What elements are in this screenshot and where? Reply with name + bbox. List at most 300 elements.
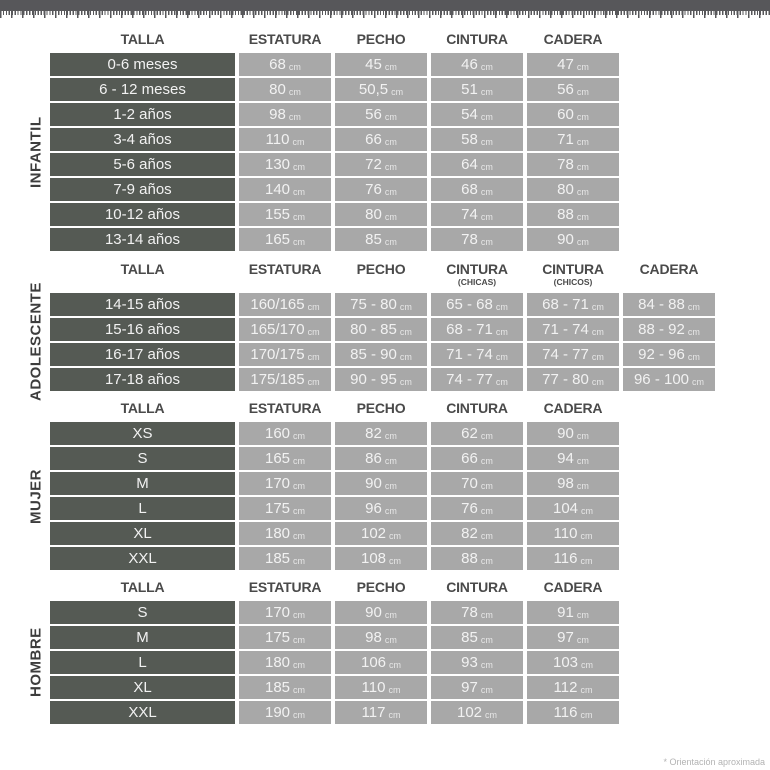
size-cell: [50, 293, 235, 316]
cell-value: 45: [365, 56, 382, 73]
measure-cell: [239, 178, 331, 201]
cell-value: 74 - 77: [542, 346, 589, 363]
column-header: [335, 31, 427, 47]
measure-cell: [527, 178, 619, 201]
cell-unit: cm: [576, 86, 589, 97]
cell-value: 190: [264, 704, 291, 721]
measure-cell: [335, 651, 427, 674]
measure-cell: [527, 472, 619, 495]
measure-cell: [527, 343, 619, 366]
measure-cell: [431, 128, 523, 151]
cell-unit: cm: [293, 211, 306, 222]
measure-cell: [239, 676, 331, 699]
cell-value: 104: [552, 500, 579, 517]
measure-cell: [527, 447, 619, 470]
cell-unit: cm: [687, 301, 700, 312]
cell-value: 165: [264, 231, 291, 248]
column-header: [527, 579, 619, 595]
cell-value: 160: [264, 425, 291, 442]
cell-unit: cm: [580, 684, 593, 695]
cell-value: 62: [461, 425, 478, 442]
cell-unit: cm: [480, 61, 493, 72]
cell-unit: cm: [581, 505, 594, 516]
section-hombre: [0, 579, 770, 724]
cell-unit: cm: [576, 609, 589, 620]
cell-value: 92 - 96: [638, 346, 685, 363]
cell-unit: cm: [480, 136, 493, 147]
cell-value: 78: [557, 156, 574, 173]
cell-unit: cm: [576, 430, 589, 441]
cell-value: 60: [557, 106, 574, 123]
cell-unit: cm: [388, 709, 401, 720]
cell-value: 160/165: [250, 296, 305, 313]
measure-cell: [431, 53, 523, 76]
cell-unit: cm: [384, 505, 397, 516]
cell-value: 76: [461, 500, 478, 517]
cell-value: 5-6 años: [113, 156, 172, 173]
measure-cell: [239, 318, 331, 341]
size-cell: [50, 53, 235, 76]
size-cell: [50, 78, 235, 101]
cell-value: 71 - 74: [446, 346, 493, 363]
cell-value: 106: [360, 654, 387, 671]
cell-value: 65 - 68: [446, 296, 493, 313]
cell-unit: cm: [293, 684, 306, 695]
measure-cell: [239, 701, 331, 724]
cell-value: 116: [553, 550, 578, 567]
cell-value: 68: [269, 56, 286, 73]
column-header-label: PECHO: [356, 261, 406, 277]
measure-cell: [431, 651, 523, 674]
cell-value: 96 - 100: [633, 371, 690, 388]
cell-value: 68 - 71: [542, 296, 589, 313]
size-cell: [50, 626, 235, 649]
cell-unit: cm: [480, 86, 493, 97]
size-cell: [50, 601, 235, 624]
cell-value: 185: [264, 679, 291, 696]
section-body: [27, 53, 770, 251]
cell-value: 170: [264, 604, 291, 621]
cell-unit: cm: [591, 301, 604, 312]
measure-cell: [527, 651, 619, 674]
size-cell: [50, 547, 235, 570]
cell-value: 97: [557, 629, 574, 646]
column-header-label: TALLA: [120, 31, 165, 47]
cell-value: 1-2 años: [113, 106, 172, 123]
measure-cell: [239, 153, 331, 176]
cell-value: 74 - 77: [446, 371, 493, 388]
cell-value: 88: [461, 550, 478, 567]
cell-value: 185: [264, 550, 291, 567]
cell-unit: cm: [581, 659, 594, 670]
cell-value: 71: [557, 131, 574, 148]
cell-value: 7-9 años: [113, 181, 172, 198]
column-header-label: CINTURA: [446, 261, 508, 277]
cell-unit: cm: [576, 211, 589, 222]
cell-value: 56: [557, 81, 574, 98]
cell-unit: cm: [687, 351, 700, 362]
measure-cell: [335, 78, 427, 101]
size-cell: [50, 522, 235, 545]
measure-cell: [431, 676, 523, 699]
cell-unit: cm: [288, 61, 301, 72]
column-header: [527, 261, 619, 287]
cell-value: 91: [557, 604, 574, 621]
table-row: [50, 522, 770, 545]
cell-value: 90: [557, 231, 574, 248]
column-header-label: CINTURA: [446, 400, 508, 416]
measure-cell: [431, 472, 523, 495]
column-header: [335, 579, 427, 595]
cell-unit: cm: [480, 634, 493, 645]
cell-unit: cm: [388, 684, 401, 695]
measure-cell: [335, 701, 427, 724]
column-header: [431, 261, 523, 287]
cell-value: 47: [557, 56, 574, 73]
cell-value: 58: [461, 131, 478, 148]
cell-value: 78: [461, 231, 478, 248]
section-body: [27, 601, 770, 724]
measure-cell: [431, 178, 523, 201]
cell-unit: cm: [576, 186, 589, 197]
measure-cell: [431, 701, 523, 724]
measure-cell: [431, 203, 523, 226]
cell-value: 15-16 años: [104, 321, 181, 338]
cell-value: 74: [461, 206, 478, 223]
cell-value: 84 - 88: [638, 296, 685, 313]
size-cell: [50, 343, 235, 366]
cell-unit: cm: [384, 111, 397, 122]
cell-value: 165/170: [250, 321, 305, 338]
cell-value: XL: [133, 525, 152, 542]
cell-value: 170: [264, 475, 291, 492]
size-cell: [50, 228, 235, 251]
cell-value: 102: [456, 704, 483, 721]
column-header: [431, 400, 523, 416]
cell-unit: cm: [293, 505, 306, 516]
measure-cell: [527, 318, 619, 341]
cell-unit: cm: [293, 709, 306, 720]
cell-value: 102: [360, 525, 387, 542]
cell-unit: cm: [384, 136, 397, 147]
measure-cell: [431, 228, 523, 251]
measure-cell: [431, 547, 523, 570]
column-header-label: CINTURA: [446, 579, 508, 595]
table-row: [50, 128, 770, 151]
cell-unit: cm: [495, 376, 508, 387]
cell-unit: cm: [292, 136, 305, 147]
measure-cell: [239, 203, 331, 226]
column-header: [50, 579, 235, 595]
measure-cell: [527, 676, 619, 699]
measure-cell: [431, 78, 523, 101]
cell-unit: cm: [480, 659, 493, 670]
cell-unit: cm: [485, 709, 498, 720]
cell-unit: cm: [399, 376, 412, 387]
cell-unit: cm: [389, 530, 402, 541]
cell-value: 88: [557, 206, 574, 223]
cell-value: 66: [365, 131, 382, 148]
cell-value: 80 - 85: [350, 321, 397, 338]
cell-value: 14-15 años: [104, 296, 181, 313]
measure-cell: [239, 547, 331, 570]
cell-value: 82: [365, 425, 382, 442]
measure-cell: [335, 447, 427, 470]
cell-unit: cm: [576, 634, 589, 645]
measure-cell: [431, 103, 523, 126]
cell-value: 82: [461, 525, 478, 542]
cell-unit: cm: [480, 609, 493, 620]
measure-cell: [239, 497, 331, 520]
cell-value: 85 - 90: [350, 346, 397, 363]
measure-cell: [431, 626, 523, 649]
column-header-label: CADERA: [543, 400, 603, 416]
cell-unit: cm: [293, 555, 306, 566]
table-row: [50, 422, 770, 445]
table-row: [50, 626, 770, 649]
table-row: [50, 368, 770, 391]
cell-unit: cm: [591, 376, 604, 387]
measure-cell: [527, 547, 619, 570]
cell-value: 110: [361, 679, 386, 696]
cell-value: XXL: [128, 704, 157, 721]
measuring-tape-ruler: [0, 0, 770, 18]
table-row: [50, 103, 770, 126]
column-header: [527, 31, 619, 47]
cell-unit: cm: [480, 505, 493, 516]
cell-value: 50,5: [358, 81, 389, 98]
size-cell: [50, 422, 235, 445]
measure-cell: [623, 318, 715, 341]
cell-value: S: [137, 450, 148, 467]
table-row: [50, 447, 770, 470]
measure-cell: [239, 228, 331, 251]
cell-unit: cm: [293, 430, 306, 441]
cell-unit: cm: [293, 634, 306, 645]
measure-cell: [335, 522, 427, 545]
measure-cell: [239, 53, 331, 76]
cell-value: 108: [360, 550, 387, 567]
measure-cell: [335, 472, 427, 495]
table-row: [50, 497, 770, 520]
cell-value: 77 - 80: [542, 371, 589, 388]
section-adolescente: [0, 261, 770, 402]
cell-unit: cm: [307, 301, 320, 312]
cell-unit: cm: [384, 236, 397, 247]
measure-cell: [239, 293, 331, 316]
size-cell: [50, 368, 235, 391]
cell-unit: cm: [307, 326, 320, 337]
measure-cell: [527, 368, 619, 391]
cell-unit: cm: [495, 301, 508, 312]
cell-value: 94: [557, 450, 574, 467]
measure-cell: [431, 368, 523, 391]
cell-value: 71 - 74: [542, 321, 589, 338]
cell-value: 51: [461, 81, 478, 98]
measure-cell: [527, 497, 619, 520]
cell-value: 85: [365, 231, 382, 248]
measure-cell: [335, 103, 427, 126]
cell-value: 80: [365, 206, 382, 223]
measure-cell: [335, 547, 427, 570]
cell-unit: cm: [480, 684, 493, 695]
cell-value: 98: [557, 475, 574, 492]
column-header: [50, 261, 235, 277]
cell-unit: cm: [576, 480, 589, 491]
cell-value: 56: [365, 106, 382, 123]
cell-value: 17-18 años: [104, 371, 181, 388]
measure-cell: [431, 318, 523, 341]
measure-cell: [239, 651, 331, 674]
cell-unit: cm: [576, 136, 589, 147]
measure-cell: [239, 78, 331, 101]
cell-value: 155: [264, 206, 291, 223]
measure-cell: [335, 422, 427, 445]
size-chart: [0, 18, 770, 726]
table-row: [50, 601, 770, 624]
cell-unit: cm: [576, 61, 589, 72]
column-headers: [50, 400, 770, 416]
cell-unit: cm: [384, 61, 397, 72]
cell-value: 13-14 años: [104, 231, 181, 248]
measure-cell: [527, 203, 619, 226]
cell-unit: cm: [307, 376, 320, 387]
cell-value: 80: [557, 181, 574, 198]
table-row: [50, 318, 770, 341]
measure-cell: [335, 128, 427, 151]
cell-value: XXL: [128, 550, 157, 567]
column-header: [335, 400, 427, 416]
measure-cell: [335, 318, 427, 341]
cell-value: 54: [461, 106, 478, 123]
cell-unit: cm: [480, 211, 493, 222]
measure-cell: [527, 128, 619, 151]
cell-unit: cm: [495, 326, 508, 337]
cell-unit: cm: [384, 609, 397, 620]
cell-unit: cm: [480, 480, 493, 491]
measure-cell: [527, 701, 619, 724]
cell-value: 112: [553, 679, 578, 696]
table-row: [50, 651, 770, 674]
cell-unit: cm: [288, 111, 301, 122]
column-header: [239, 31, 331, 47]
cell-unit: cm: [389, 555, 402, 566]
ruler-bar: [0, 0, 770, 11]
column-header-label: ESTATURA: [248, 400, 322, 416]
measure-cell: [527, 293, 619, 316]
column-header-sublabel: (CHICOS): [553, 277, 593, 287]
cell-value: 3-4 años: [113, 131, 172, 148]
cell-unit: cm: [480, 186, 493, 197]
cell-value: 10-12 años: [104, 206, 181, 223]
measure-cell: [239, 472, 331, 495]
column-header: [239, 400, 331, 416]
column-header: [239, 261, 331, 277]
table-row: [50, 178, 770, 201]
measure-cell: [335, 676, 427, 699]
measure-cell: [623, 293, 715, 316]
cell-value: 90 - 95: [350, 371, 397, 388]
column-header-label: CADERA: [639, 261, 699, 277]
column-header: [527, 400, 619, 416]
cell-unit: cm: [293, 480, 306, 491]
ruler-tick-marks: [0, 11, 770, 18]
cell-unit: cm: [384, 480, 397, 491]
section-mujer: [0, 400, 770, 570]
column-headers: [50, 261, 770, 287]
cell-unit: cm: [576, 236, 589, 247]
table-row: [50, 701, 770, 724]
cell-value: 140: [264, 181, 291, 198]
measure-cell: [431, 293, 523, 316]
cell-value: 68 - 71: [446, 321, 493, 338]
column-header: [50, 31, 235, 47]
size-cell: [50, 651, 235, 674]
cell-unit: cm: [576, 161, 589, 172]
table-row: [50, 676, 770, 699]
cell-value: 96: [365, 500, 382, 517]
column-header: [623, 261, 715, 277]
column-header: [335, 261, 427, 277]
table-row: [50, 153, 770, 176]
measure-cell: [239, 368, 331, 391]
column-header-label: ESTATURA: [248, 261, 322, 277]
cell-value: 103: [552, 654, 579, 671]
measure-cell: [431, 497, 523, 520]
footnote: * Orientación aproximada: [663, 757, 765, 767]
table-row: [50, 343, 770, 366]
section-label-infantil: INFANTIL: [27, 116, 45, 188]
cell-unit: cm: [389, 659, 402, 670]
measure-cell: [527, 601, 619, 624]
cell-value: 175/185: [250, 371, 305, 388]
cell-unit: cm: [591, 326, 604, 337]
measure-cell: [335, 343, 427, 366]
cell-value: 75 - 80: [350, 296, 397, 313]
measure-cell: [335, 497, 427, 520]
cell-value: 175: [264, 629, 291, 646]
cell-unit: cm: [384, 161, 397, 172]
cell-unit: cm: [576, 111, 589, 122]
measure-cell: [431, 422, 523, 445]
column-header-label: TALLA: [120, 400, 165, 416]
column-header-label: PECHO: [356, 400, 406, 416]
table-row: [50, 53, 770, 76]
cell-unit: cm: [480, 111, 493, 122]
cell-value: 6 - 12 meses: [99, 81, 186, 98]
measure-cell: [431, 447, 523, 470]
measure-cell: [335, 178, 427, 201]
cell-unit: cm: [687, 326, 700, 337]
cell-unit: cm: [576, 455, 589, 466]
cell-unit: cm: [293, 530, 306, 541]
table-row: [50, 293, 770, 316]
measure-cell: [623, 368, 715, 391]
measure-cell: [335, 228, 427, 251]
cell-value: L: [138, 654, 147, 671]
cell-unit: cm: [307, 351, 320, 362]
cell-value: 93: [461, 654, 478, 671]
column-header-label: ESTATURA: [248, 31, 322, 47]
section-label-adolescente: ADOLESCENTE: [27, 282, 45, 402]
column-header-label: PECHO: [356, 579, 406, 595]
cell-unit: cm: [293, 186, 306, 197]
cell-value: 110: [265, 131, 290, 148]
table-row: [50, 203, 770, 226]
cell-value: L: [138, 500, 147, 517]
column-headers: [50, 579, 770, 595]
measure-cell: [527, 228, 619, 251]
